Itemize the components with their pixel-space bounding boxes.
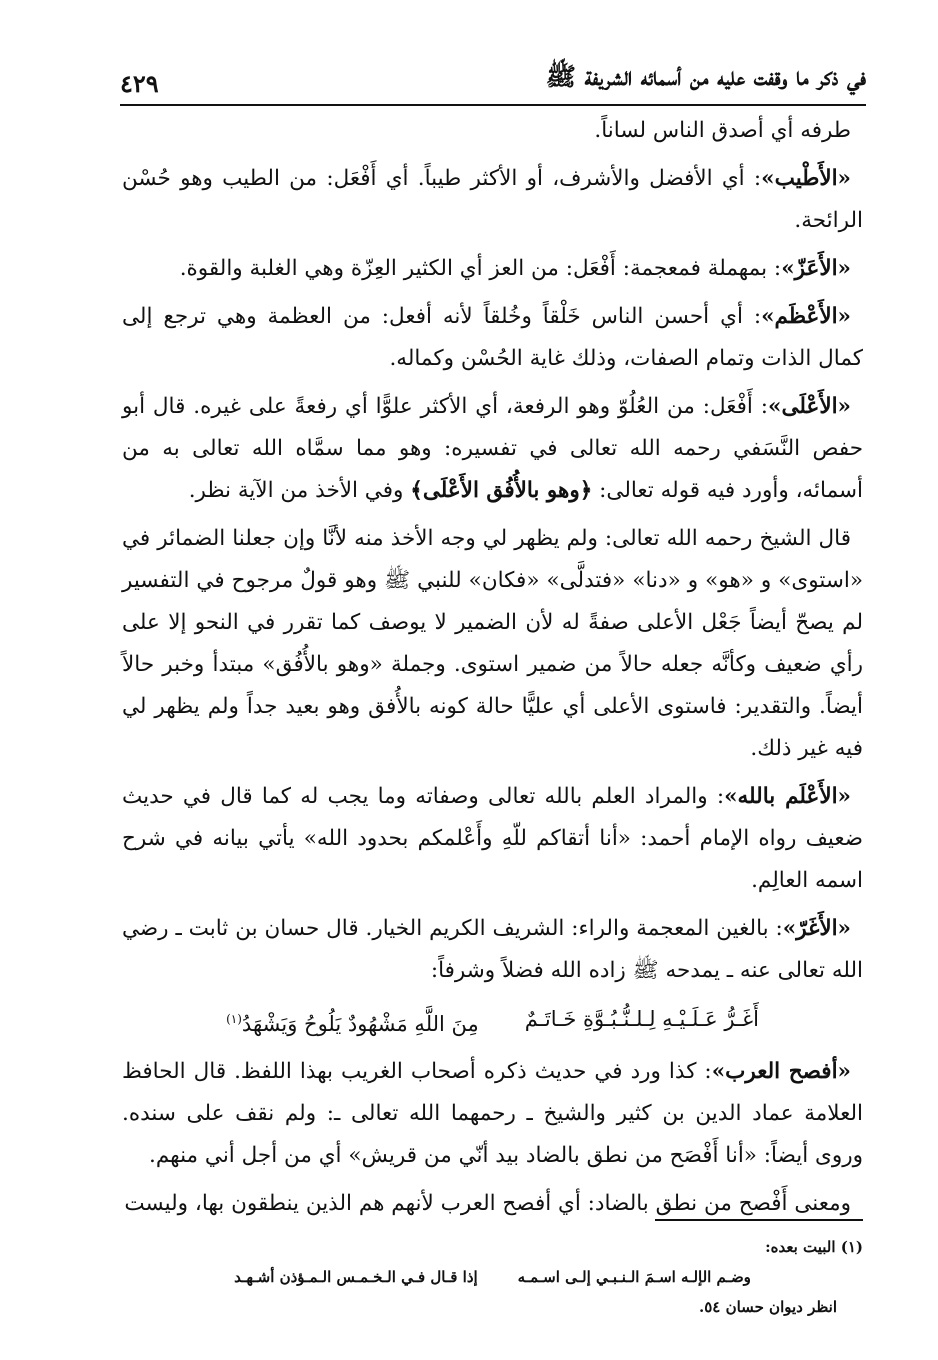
footnote-divider [655, 1219, 863, 1221]
paragraph-al-atyab: «الأَطْيب»: أي الأفضل والأشرف، أو الأكثر طيباً. أي أَفْعَل: من الطيب وهو حُسْن الرائحة. [122, 166, 863, 233]
footnotes [122, 1232, 863, 1322]
entry-term: «الأَعْلَم بالله» [724, 784, 851, 809]
paragraph-commentary: قال الشيخ رحمه الله تعالى: ولم يظهر لي وجه الأخذ منه لأنَّا وإن جعلنا الضمائر في «استوى» و «هو» و «دنا» «فتدلَّى» «فكان» للنبي ﷺ وهو قولٌ مرجوح في التفسير لم يصحّ أيضاً جَعْل الأعلى صفةً له لأن الضمير لا يوصف كما تقرر في النحو إلا على رأي ضعيف وكأنَّه جعله حالاً من ضمير استوى. وجملة «وهو بالأُفُق» مبتدأ وخبر حالاً أيضاً. والتقدير: فاستوى الأعلى أي عليًّا حالة كونه بالأُفق وهو بعيد جداً ولم يظهر لي فيه غير ذلك. [122, 526, 863, 761]
paragraph-al-aazz: «الأَعَزّ»: بمهملة فمعجمة: أَفْعَل: من العز أي الكثير العِزّة وهي الغلبة والقوة. [179, 256, 851, 281]
main-text [122, 110, 863, 1231]
poem-verse [122, 998, 863, 1045]
quran-quote: ﴿وهو بالأُفُق الأَعْلَى﴾ [410, 478, 593, 503]
footnote-source: انظر ديوان حسان ٥٤. [699, 1298, 837, 1316]
entry-term: «الأَغَرّ» [782, 916, 851, 941]
footnote-verse [122, 1262, 863, 1292]
entry-term: «الأَعَزّ» [781, 256, 851, 281]
running-title: في ذكر ما وقفت عليه من أسمائه الشريفة ﷺ [545, 62, 866, 91]
page-header [120, 58, 866, 106]
entry-term: «أفصح العرب» [711, 1059, 851, 1084]
entry-term: «الأَعْظَم» [761, 304, 851, 329]
footnote-verse-first: وضـم الإلـه اسـمَ الـنـبـي إلـى اسـمـه [517, 1268, 751, 1286]
footnote-verse-second: إذا قـال فـي الـخـمـس الـمـؤذن أشـهـد [234, 1268, 478, 1286]
paragraph-al-aazam: «الأَعْظَم»: أي أحسن الناس خَلْقاً وخُلقاً لأنه أفعل: من العظمة وهي ترجع إلى كمال الذات وتمام الصفات، وذلك غاية الحُسْن وكماله. [122, 304, 863, 371]
verse-second-hemistich: مِنَ اللَّهِ مَشْهُودٌ يَلُوحُ وَيَشْهَدُ$^{(١)}$ [226, 1012, 479, 1036]
verse-first-hemistich: أَغَـرُّ عَـلَـيْـهِ لِـلـنُّـبُـوَّةِ خَـاتَـمٌ [524, 1007, 759, 1031]
paragraph-al-agharr: «الأَغَرّ»: بالغين المعجمة والراء: الشريف الكريم الخيار. قال حسان بن ثابت ـ رضي الله تعالى عنه ـ يمدحه ﷺ زاده الله فضلاً وشرفاً: [122, 916, 863, 983]
paragraph-afsah-al-arab: «أفصح العرب»: كذا ورد في حديث ذكره أصحاب الغريب بهذا اللفظ. قال الحافظ العلامة عماد الدين بن كثير والشيخ ـ رحمهما الله تعالى ـ: ولم نقف على سنده. وروى أيضاً: «أنا أَفْصَح من نطق بالضاد بيد أنّي من قريش» أي من أجل أني منهم. [122, 1059, 863, 1168]
paragraph: ومعنى أَفْصح من نطق بالضاد: أي أفصح العرب لأنهم هم الذين ينطقون بها، وليست [124, 1191, 851, 1216]
footnote-label: (١) البيت بعده: [765, 1238, 863, 1256]
paragraph: طرفه أي أصدق الناس لساناً. [594, 118, 851, 143]
paragraph-al-aala: «الأَعْلَى»: أَفْعَل: من العُلُوّ وهو الرفعة، أي الأكثر علوًّا أي رفعةً على غيره. قال أبو حفص النَّسَفي رحمه الله تعالى في تفسيره: وهو مما سمَّاه الله تعالى به من أسمائه، وأورد فيه قوله تعالى: ﴿وهو بالأُفُق الأَعْلَى﴾ وفي الأخذ من الآية نظر. [122, 394, 863, 503]
paragraph-al-aalam: «الأَعْلَم بالله»: والمراد العلم بالله تعالى وصفاته وما يجب له كما قال في حديث ضعيف رواه الإمام أحمد: «أنا أتقاكم للّهِ وأَعْلمكم بحدود الله» يأتي بيانه في شرح اسمه العالِم. [122, 784, 863, 893]
entry-term: «الأَطْيب» [761, 166, 851, 191]
entry-term: «الأَعْلَى» [768, 394, 851, 419]
page-number: ٤٢٩ [120, 69, 159, 98]
footnote-marker: (١) [226, 1012, 242, 1026]
